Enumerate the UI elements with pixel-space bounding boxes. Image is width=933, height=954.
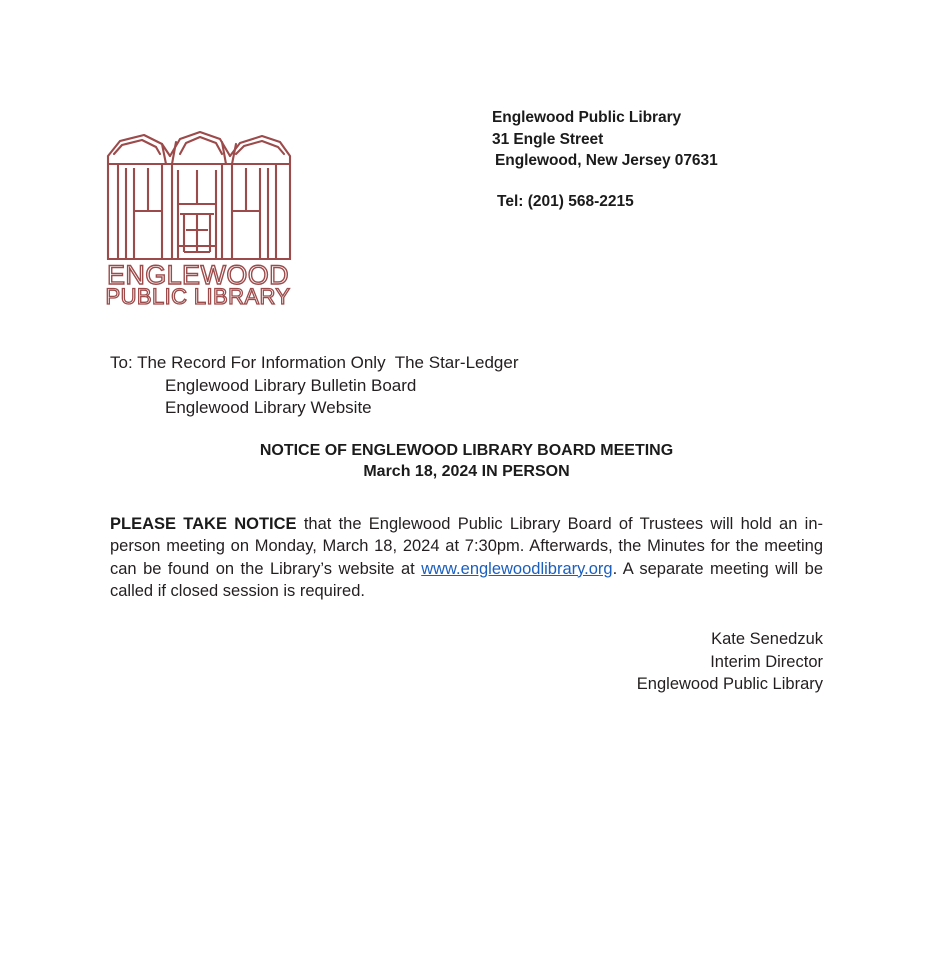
signer-name: Kate Senedzuk (711, 630, 823, 648)
notice-body (110, 513, 823, 603)
org-city-state-zip: Englewood, New Jersey 07631 (495, 152, 718, 169)
notice-title-line-1: NOTICE OF ENGLEWOOD LIBRARY BOARD MEETING (259, 442, 674, 459)
letterhead (0, 0, 933, 330)
library-logo (100, 126, 296, 308)
notice-body-before-link: that the Englewood Public Library Board of Trustees will hold an in-person meeting on Monday, March 18, 2024 at 7:30pm. Afterwards, the Minutes for the meeting can be found on the Library’s website at (110, 514, 823, 578)
recipient-line-2: Englewood Library Bulletin Board (165, 375, 417, 395)
signer-organization: Englewood Public Library (636, 675, 823, 694)
notice-title-line-2: March 18, 2024 IN PERSON (363, 463, 570, 480)
org-street: 31 Engle Street (492, 130, 604, 148)
recipient-list (110, 352, 810, 420)
notice-lead-in: PLEASE TAKE NOTICE (110, 514, 297, 533)
library-building-logo (100, 126, 296, 308)
signature-block (420, 628, 823, 696)
logo-wordmark-line2: PUBLIC LIBRARY (105, 284, 291, 308)
notice-title (110, 440, 823, 482)
org-telephone: Tel: (201) 568-2215 (497, 192, 634, 210)
organization-address (492, 107, 872, 212)
signer-title: Interim Director (710, 652, 823, 671)
logo-wordmark-line1: ENGLEWOOD (106, 260, 290, 290)
library-website-link[interactable]: www.englewoodlibrary.org (421, 559, 613, 578)
notice-body-after-link: . A separate meeting will be called if closed session is required. (110, 559, 823, 601)
recipient-line-1: To: The Record For Information Only The Star-Ledger (110, 353, 519, 372)
org-name: Englewood Public Library (492, 109, 682, 126)
recipient-line-3: Englewood Library Website (165, 398, 372, 417)
